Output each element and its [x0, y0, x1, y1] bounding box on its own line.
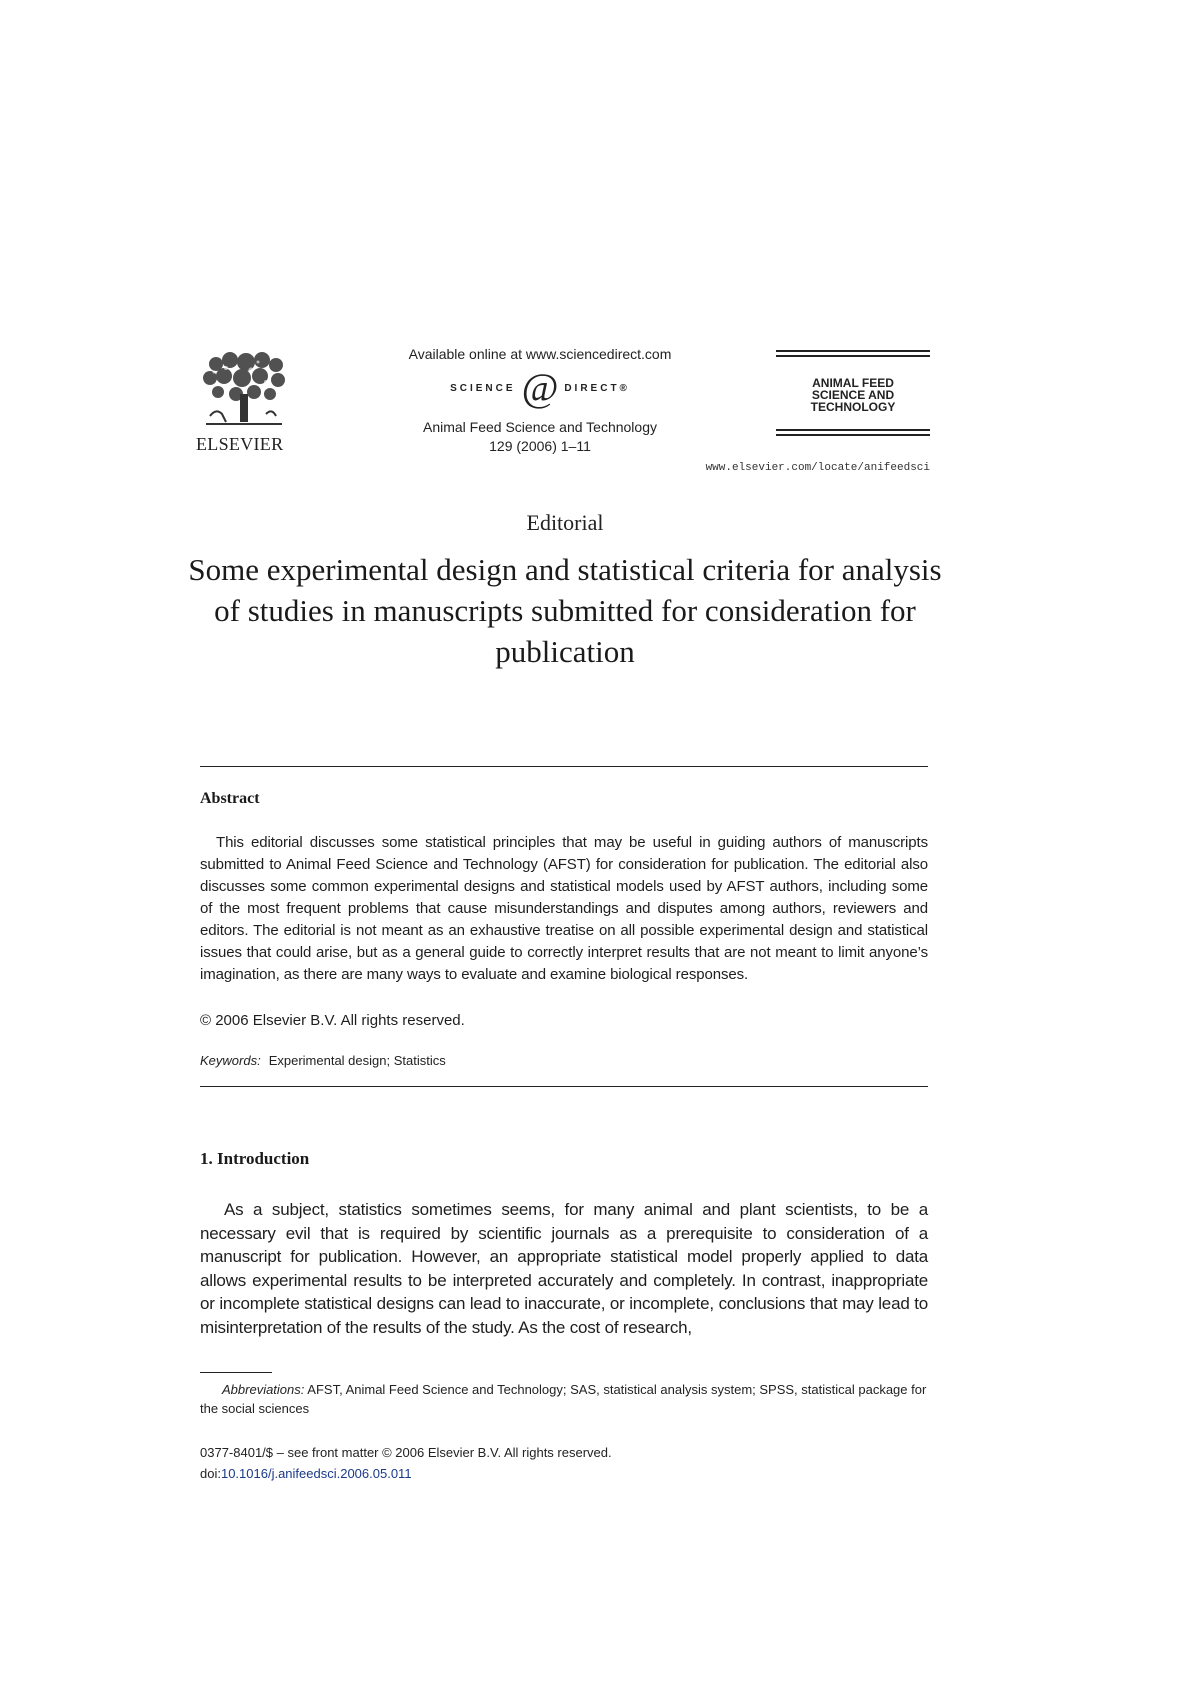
footer-issn: 0377-8401/$ – see front matter © 2006 Elsevier B.V. All rights reserved. — [200, 1445, 612, 1460]
available-online-text: Available online at www.sciencedirect.com — [408, 346, 672, 362]
abstract-text: This editorial discusses some statistical principles that may be useful in guiding authors of manuscripts submitted to Animal Feed Science and Technology (AFST) for consideration for publication. The editorial also discusses some common experimental designs and statistical models used by AFST authors, including some of the most frequent problems that cause misunderstandings and disputes among authors, reviewers and editors. The editorial is not meant as an exhaustive treatise on all possible experimental design and statistical issues that could arise, but as a general guide to correctly interpret results that are not meant to limit anyone’s imagination, as there are many ways to evaluate and examine biological responses. — [200, 834, 928, 983]
journal-logo-rules-bottom — [776, 429, 930, 436]
journal-name: Animal Feed Science and Technology — [422, 419, 657, 435]
journal-logo-rules-top — [776, 350, 930, 357]
section-heading-introduction: 1. Introduction — [200, 1149, 310, 1168]
footnote-text: AFST, Animal Feed Science and Technology; SAS, statistical analysis system; SPSS, statistical package for the social sciences — [200, 1382, 927, 1416]
abstract-copyright: © 2006 Elsevier B.V. All rights reserved. — [200, 1012, 465, 1029]
elsevier-tree-icon — [196, 350, 292, 430]
journal-url-link[interactable]: www.elsevier.com/locate/anifeedsci — [705, 462, 930, 474]
footnote-rule — [200, 1372, 272, 1373]
abstract-heading: Abstract — [200, 790, 260, 807]
introduction-body — [200, 1198, 928, 1339]
keywords-label: Keywords: — [200, 1053, 261, 1068]
abstract-bottom-rule — [200, 1086, 928, 1087]
footer-doi — [200, 1466, 412, 1481]
journal-header — [360, 346, 720, 456]
article-title: Some experimental design and statistical criteria for analysis of studies in manuscripts submitted for consideration for publication — [188, 552, 942, 669]
sciencedirect-at-icon: @ — [521, 365, 559, 410]
doi-link[interactable]: 10.1016/j.anifeedsci.2006.05.011 — [220, 1466, 412, 1481]
sciencedirect-logo-left: SCIENCE — [450, 382, 516, 394]
introduction-text: As a subject, statistics sometimes seems, for many animal and plant scientists, to be a necessary evil that is required by scientific journals as a prerequisite to consideration of a manuscript for publication. However, an appropriate statistical model properly applied to data allows experimental results to be interpreted accurately and completely. In contrast, inappropriate or incomplete statistical designs can lead to inaccurate, or incomplete, conclusions that may lead to misinterpretation of the results of the study. As the cost of research, — [200, 1200, 928, 1337]
journal-logo-line-3: TECHNOLOGY — [810, 400, 896, 414]
keywords-list: Experimental design; Statistics — [268, 1053, 446, 1068]
sciencedirect-logo-right: DIRECT® — [564, 382, 630, 394]
sciencedirect-logo — [360, 365, 720, 410]
elsevier-logo — [196, 350, 296, 456]
footnote-label: Abbreviations: — [222, 1382, 305, 1397]
journal-logo-line-1: ANIMAL FEED — [812, 376, 894, 390]
doi-prefix: doi: — [200, 1466, 221, 1481]
journal-logo-line-2: SCIENCE AND — [811, 388, 895, 402]
publisher-name: ELSEVIER — [196, 434, 284, 454]
article-type: Editorial — [526, 510, 604, 535]
abbreviations-footnote — [200, 1380, 928, 1418]
abstract-body — [200, 832, 928, 986]
abstract-top-rule — [200, 766, 928, 767]
keywords — [200, 1053, 446, 1068]
journal-logo — [776, 350, 930, 439]
journal-volume: 129 (2006) 1–11 — [489, 438, 591, 454]
